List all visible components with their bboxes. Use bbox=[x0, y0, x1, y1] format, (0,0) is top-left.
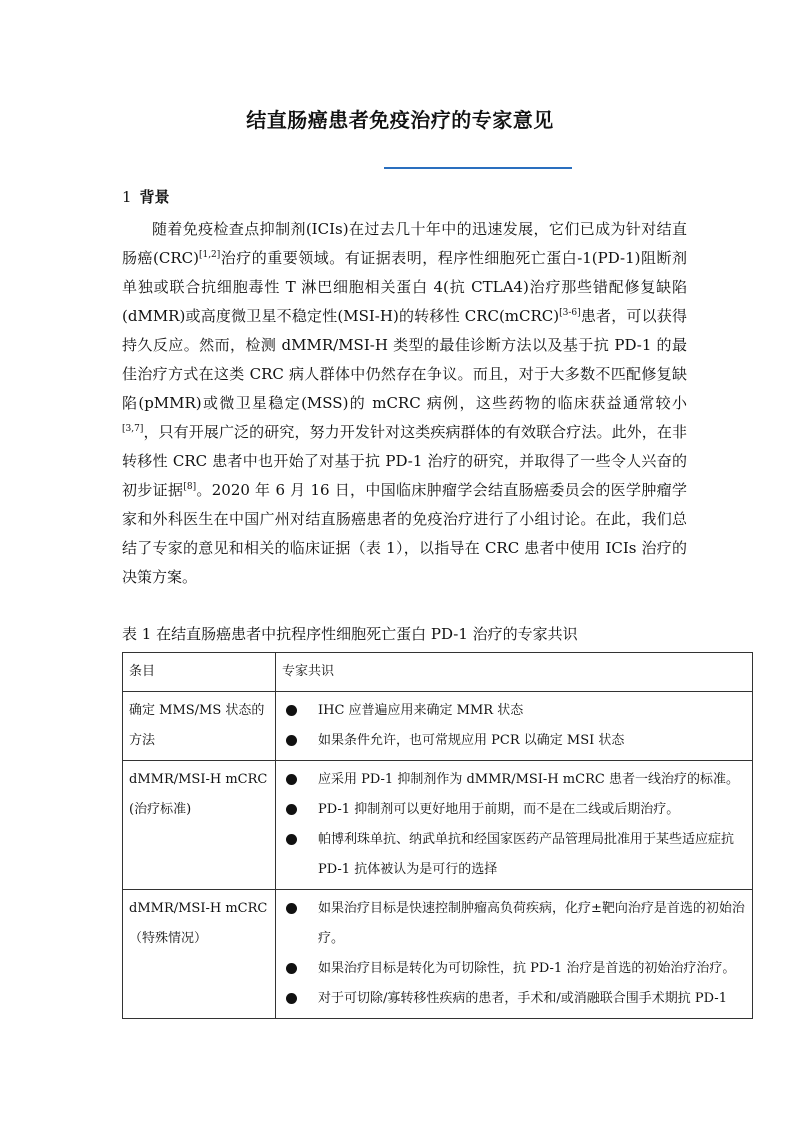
consensus-point bbox=[282, 726, 746, 756]
bullet-icon bbox=[286, 993, 297, 1004]
column-header-item: 条目 bbox=[123, 653, 276, 692]
section-title: 背景 bbox=[139, 188, 170, 206]
row-item: dMMR/MSI-H mCRC （特殊情况） bbox=[123, 890, 276, 1019]
consensus-point bbox=[282, 954, 746, 984]
citation-ref: [8] bbox=[183, 482, 197, 492]
bullet-icon bbox=[286, 804, 297, 815]
paragraph-text: 随着免疫检查点抑制剂(ICIs)在过去几十年中的迅速发展，它们已成为针对结直肠癌(CRC) bbox=[122, 220, 687, 267]
consensus-point-text: 帕博利珠单抗、纳武单抗和经国家医药产品管理局批准用于某些适应症抗 PD-1 抗体被认为是可行的选择 bbox=[318, 832, 735, 877]
row-item: 确定 MMS/MS 状态的方法 bbox=[123, 692, 276, 761]
row-consensus bbox=[276, 890, 753, 1019]
table-row bbox=[123, 761, 753, 890]
consensus-point-text: PD-1 抑制剂可以更好地用于前期，而不是在二线或后期治疗。 bbox=[318, 802, 680, 817]
paragraph-text: 。2020 年 6 月 16 日，中国临床肿瘤学会结直肠癌委员会的医学肿瘤学家和外科医生在中国广州对结直肠癌患者的免疫治疗进行了小组讨论。在此，我们总结了专家的意见和相关的临床证据（表 1），以指导在 CRC 患者中使用 ICIs 治疗的决策方案。 bbox=[122, 481, 687, 586]
consensus-point bbox=[282, 696, 746, 726]
consensus-table bbox=[122, 652, 753, 1019]
citation-ref: [3,7] bbox=[122, 424, 144, 434]
row-item: dMMR/MSI-H mCRC (治疗标准) bbox=[123, 761, 276, 890]
table-header-row bbox=[123, 653, 753, 692]
title-divider bbox=[384, 167, 572, 169]
consensus-point bbox=[282, 984, 746, 1014]
consensus-point-text: 如果治疗目标是快速控制肿瘤高负荷疾病，化疗±靶向治疗是首选的初始治疗。 bbox=[318, 901, 745, 946]
document-title: 结直肠癌患者免疫治疗的专家意见 bbox=[246, 108, 554, 132]
bullet-icon bbox=[286, 903, 297, 914]
table-row bbox=[123, 890, 753, 1019]
bullet-icon bbox=[286, 705, 297, 716]
consensus-point bbox=[282, 894, 746, 954]
consensus-point-text: 应采用 PD-1 抑制剂作为 dMMR/MSI-H mCRC 患者一线治疗的标准。 bbox=[318, 772, 739, 787]
consensus-point-text: 对于可切除/寡转移性疾病的患者，手术和/或消融联合围手术期抗 PD-1 bbox=[318, 991, 727, 1006]
paragraph-text: 患者，可以获得持久反应。然而，检测 dMMR/MSI-H 类型的最佳诊断方法以及基于抗 PD-1 的最佳治疗方式在这类 CRC 病人群体中仍然存在争议。而且，对于大多数不匹配修复缺陷(pMMR)或微卫星稳定(MSS)的 mCRC 病例，这些药物的临床获益通常较小 bbox=[122, 307, 687, 412]
consensus-point-text: IHC 应普遍应用来确定 MMR 状态 bbox=[318, 703, 524, 718]
bullet-icon bbox=[286, 963, 297, 974]
bullet-icon bbox=[286, 735, 297, 746]
consensus-point bbox=[282, 825, 746, 885]
row-consensus bbox=[276, 761, 753, 890]
bullet-icon bbox=[286, 774, 297, 785]
consensus-point bbox=[282, 795, 746, 825]
paragraph-text: ，只有开展广泛的研究，努力开发针对这类疾病群体的有效联合疗法。此外，在非转移性 CRC 患者中也开始了对基于抗 PD-1 治疗的研究，并取得了一些令人兴奋的初步证据 bbox=[122, 423, 687, 499]
bullet-icon bbox=[286, 834, 297, 845]
consensus-point bbox=[282, 765, 746, 795]
section-heading bbox=[122, 186, 170, 207]
citation-ref: [3-6] bbox=[559, 308, 581, 318]
paragraph-text: 治疗的重要领域。有证据表明，程序性细胞死亡蛋白-1(PD-1)阻断剂单独或联合抗细胞毒性 T 淋巴细胞相关蛋白 4(抗 CTLA4)治疗那些错配修复缺陷(dMMR)或高度微卫星不稳定性(MSI-H)的转移性 CRC(mCRC) bbox=[122, 249, 688, 325]
consensus-point-text: 如果治疗目标是转化为可切除性，抗 PD-1 治疗是首选的初始治疗治疗。 bbox=[318, 961, 736, 976]
table-row bbox=[123, 692, 753, 761]
background-paragraph bbox=[122, 215, 687, 592]
citation-ref: [1,2] bbox=[198, 250, 221, 260]
section-number: 1 bbox=[122, 188, 132, 206]
table-caption: 表 1 在结直肠癌患者中抗程序性细胞死亡蛋白 PD-1 治疗的专家共识 bbox=[122, 625, 578, 643]
row-consensus bbox=[276, 692, 753, 761]
column-header-consensus: 专家共识 bbox=[276, 653, 753, 692]
consensus-point-text: 如果条件允许，也可常规应用 PCR 以确定 MSI 状态 bbox=[318, 733, 625, 748]
